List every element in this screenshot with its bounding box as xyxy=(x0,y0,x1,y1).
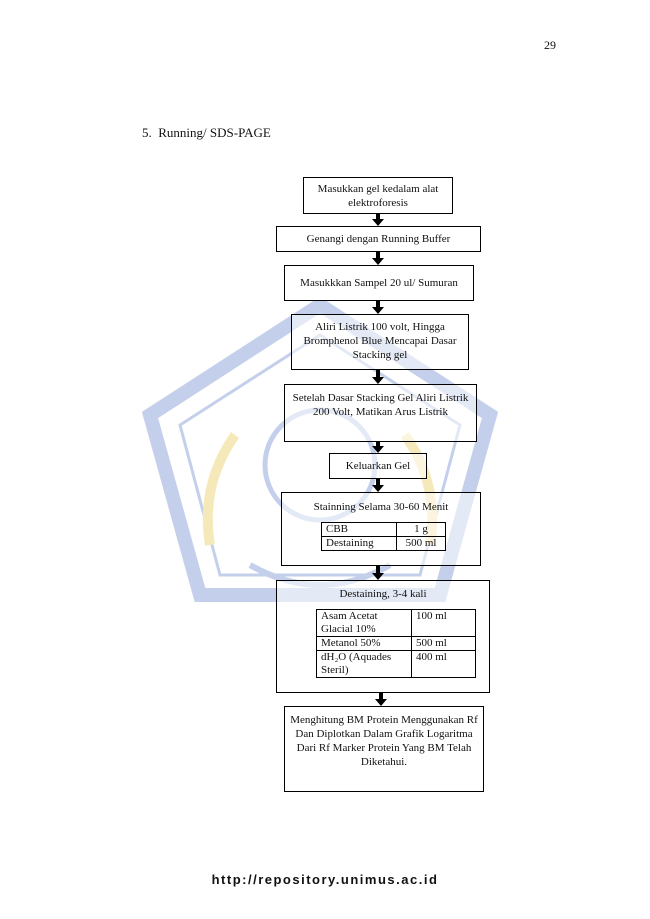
table-cell: Asam Acetat Glacial 10% xyxy=(317,610,412,637)
table-row xyxy=(317,651,476,678)
table-row xyxy=(317,610,476,637)
table-cell: CBB xyxy=(322,523,397,537)
step-running-buffer xyxy=(276,226,481,252)
step-run-200v xyxy=(284,384,477,442)
step-text: Masukkkan Sampel 20 ul/ Sumuran xyxy=(300,277,458,289)
table-cell: 500 ml xyxy=(412,637,476,651)
table-row xyxy=(322,537,446,551)
table-row xyxy=(322,523,446,537)
step-remove-gel xyxy=(329,453,427,479)
step-text: Setelah Dasar Stacking Gel Aliri Listrik 200 Volt, Matikan Arus Listrik xyxy=(292,392,469,418)
step-text: Genangi dengan Running Buffer xyxy=(306,233,451,245)
section-heading: 5. Running/ SDS-PAGE xyxy=(142,125,271,140)
table-row xyxy=(317,637,476,651)
step-destaining xyxy=(276,580,490,693)
step-title: Destaining, 3-4 kali xyxy=(339,588,427,600)
step-text: Aliri Listrik 100 volt, Hingga Bromphenol Blue Mencapai Dasar Stacking gel xyxy=(303,321,457,361)
footer-url[interactable]: http://repository.unimus.ac.id xyxy=(211,872,439,887)
table-cell: 500 ml xyxy=(397,537,446,551)
step-run-100v xyxy=(291,314,469,370)
staining-table xyxy=(321,522,446,551)
table-cell: 1 g xyxy=(397,523,446,537)
table-cell: dH₂O (Aquades Steril) xyxy=(317,651,412,678)
step-staining xyxy=(281,492,481,566)
step-title: Stainning Selama 30-60 Menit xyxy=(313,501,449,513)
step-insert-gel xyxy=(303,177,453,214)
step-text: Keluarkan Gel xyxy=(345,460,411,472)
step-text: Menghitung BM Protein Menggunakan Rf Dan Diplotkan Dalam Grafik Logaritma Dari Rf Marker Protein Yang BM Telah Diketahui. xyxy=(290,714,478,768)
page-number: 29 xyxy=(544,38,556,52)
step-calculate-bm xyxy=(284,706,484,792)
table-cell: 400 ml xyxy=(412,651,476,678)
table-cell: Metanol 50% xyxy=(317,637,412,651)
destaining-table xyxy=(316,609,476,678)
step-load-sample xyxy=(284,265,474,301)
table-cell: 100 ml xyxy=(412,610,476,637)
step-text: Masukkan gel kedalam alat elektroforesis xyxy=(317,183,439,209)
table-cell: Destaining xyxy=(322,537,397,551)
